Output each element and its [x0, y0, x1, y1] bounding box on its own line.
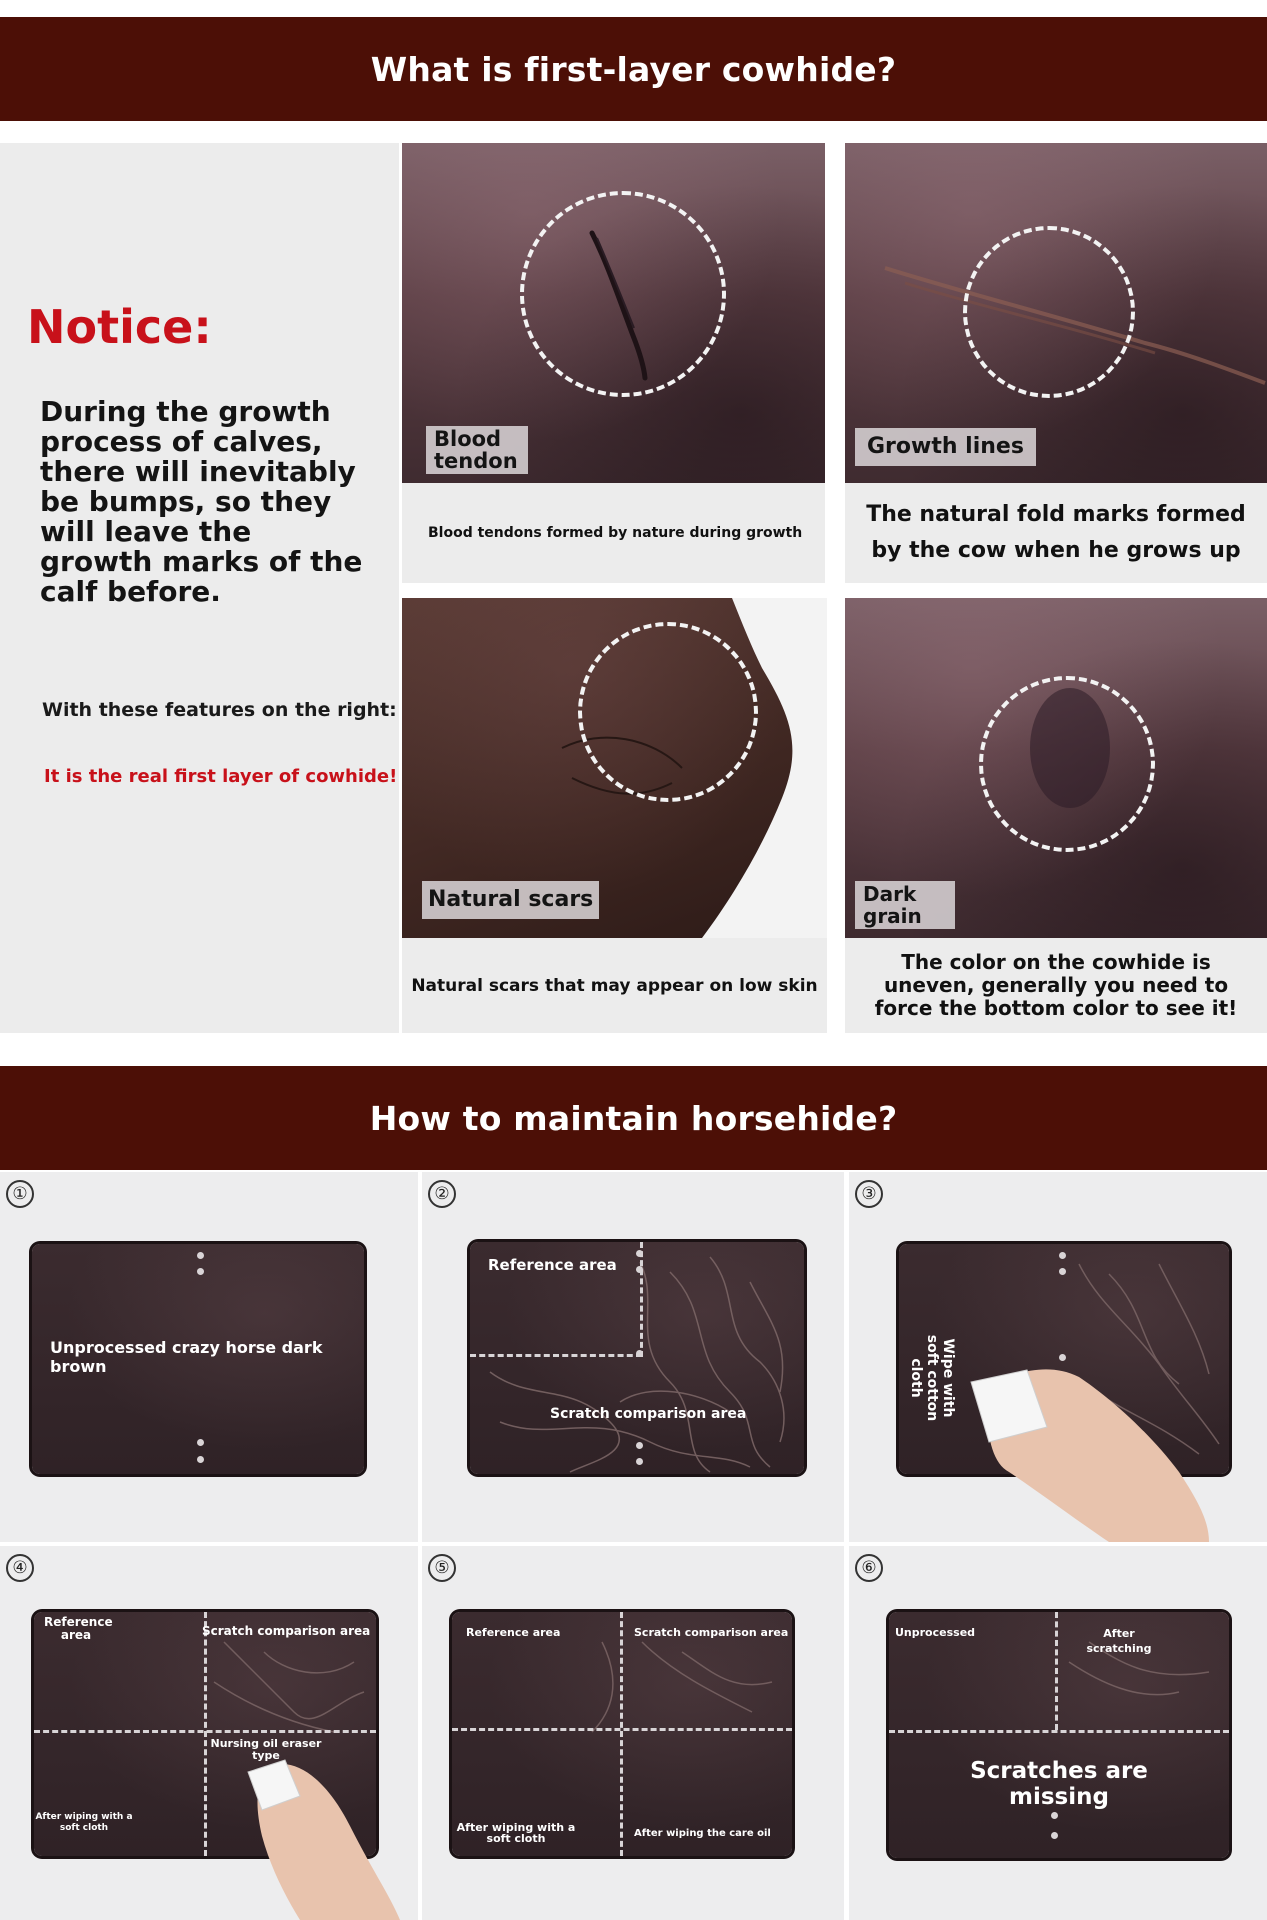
- reference-area-label: Reference area: [44, 1615, 113, 1642]
- section-title: How to maintain horsehide?: [369, 1098, 898, 1138]
- board-label: Unprocessed crazy horse dark brown: [50, 1338, 323, 1376]
- item-caption: The color on the cowhide is uneven, generally you need to force the bottom color to see it!: [845, 938, 1267, 1033]
- growth-lines-photo: [845, 143, 1267, 483]
- highlight-circle: [578, 622, 758, 802]
- scratch-marks: [889, 1612, 1229, 1858]
- leather-board: [32, 1244, 364, 1474]
- after-scratching-label: After scratching: [1086, 1627, 1152, 1655]
- hand-with-cloth-icon: [849, 1172, 1267, 1542]
- reference-area-label: Reference area: [488, 1256, 617, 1274]
- step-number: ③: [855, 1180, 883, 1208]
- nursing-oil-label: Nursing oil eraser type: [210, 1737, 322, 1762]
- section-banner-horsehide: [0, 1066, 1267, 1170]
- step-3-cell: [849, 1172, 1267, 1542]
- item-caption: Blood tendons formed by nature during growth: [402, 483, 825, 583]
- leather-board: [470, 1242, 804, 1474]
- dark-grain-photo: [845, 598, 1267, 938]
- reference-area-label: Reference area: [466, 1626, 561, 1639]
- item-tag: Blood tendon: [426, 426, 528, 474]
- step-number: ⑥: [855, 1554, 883, 1582]
- step-2-cell: [422, 1172, 844, 1542]
- leather-board: [452, 1612, 792, 1856]
- highlight-circle: [520, 191, 726, 397]
- scratch-area-label: Scratch comparison area: [202, 1624, 371, 1638]
- scratches-missing-label: Scratches are missing: [970, 1758, 1148, 1810]
- highlight-circle: [963, 226, 1135, 398]
- step-1-cell: [0, 1172, 418, 1542]
- section-banner-cowhide: [0, 17, 1267, 121]
- step-6-cell: [849, 1546, 1267, 1920]
- after-wiping-soft-label: After wiping with a soft cloth: [456, 1821, 576, 1845]
- notice-title: Notice:: [27, 300, 212, 354]
- step-number: ①: [6, 1180, 34, 1208]
- step-number: ②: [428, 1180, 456, 1208]
- step-number: ⑤: [428, 1554, 456, 1582]
- item-caption: The natural fold marks formed by the cow when he grows up: [845, 483, 1267, 583]
- item-caption: Natural scars that may appear on low skin: [402, 938, 827, 1033]
- natural-scars-photo: [402, 598, 827, 938]
- hand-with-eraser-icon: [0, 1546, 418, 1920]
- real-cowhide-text: It is the real first layer of cowhide!: [44, 766, 398, 787]
- unprocessed-label: Unprocessed: [895, 1626, 976, 1639]
- step-number: ④: [6, 1554, 34, 1582]
- highlight-circle: [979, 676, 1155, 852]
- scratch-area-label: Scratch comparison area: [634, 1626, 789, 1639]
- scratch-area-label: Scratch comparison area: [550, 1406, 747, 1422]
- item-tag: Growth lines: [855, 428, 1036, 466]
- step-5-cell: [422, 1546, 844, 1920]
- item-tag: Natural scars: [422, 881, 599, 919]
- scratch-marks: [470, 1242, 804, 1474]
- blood-tendon-photo: [402, 143, 825, 483]
- features-text: With these features on the right:: [42, 699, 397, 721]
- after-wiping-label: After wiping with a soft cloth: [35, 1812, 133, 1833]
- step-4-cell: [0, 1546, 418, 1920]
- wipe-label: Wipe with soft cotton cloth: [908, 1334, 956, 1422]
- item-tag: Dark grain: [855, 881, 955, 929]
- after-wiping-oil-label: After wiping the care oil: [634, 1828, 771, 1839]
- notice-body: During the growth process of calves, there will inevitably be bumps, so they will leave the growth marks of the calf before.: [40, 395, 363, 608]
- leather-board: [889, 1612, 1229, 1858]
- section-title: What is first-layer cowhide?: [370, 49, 897, 89]
